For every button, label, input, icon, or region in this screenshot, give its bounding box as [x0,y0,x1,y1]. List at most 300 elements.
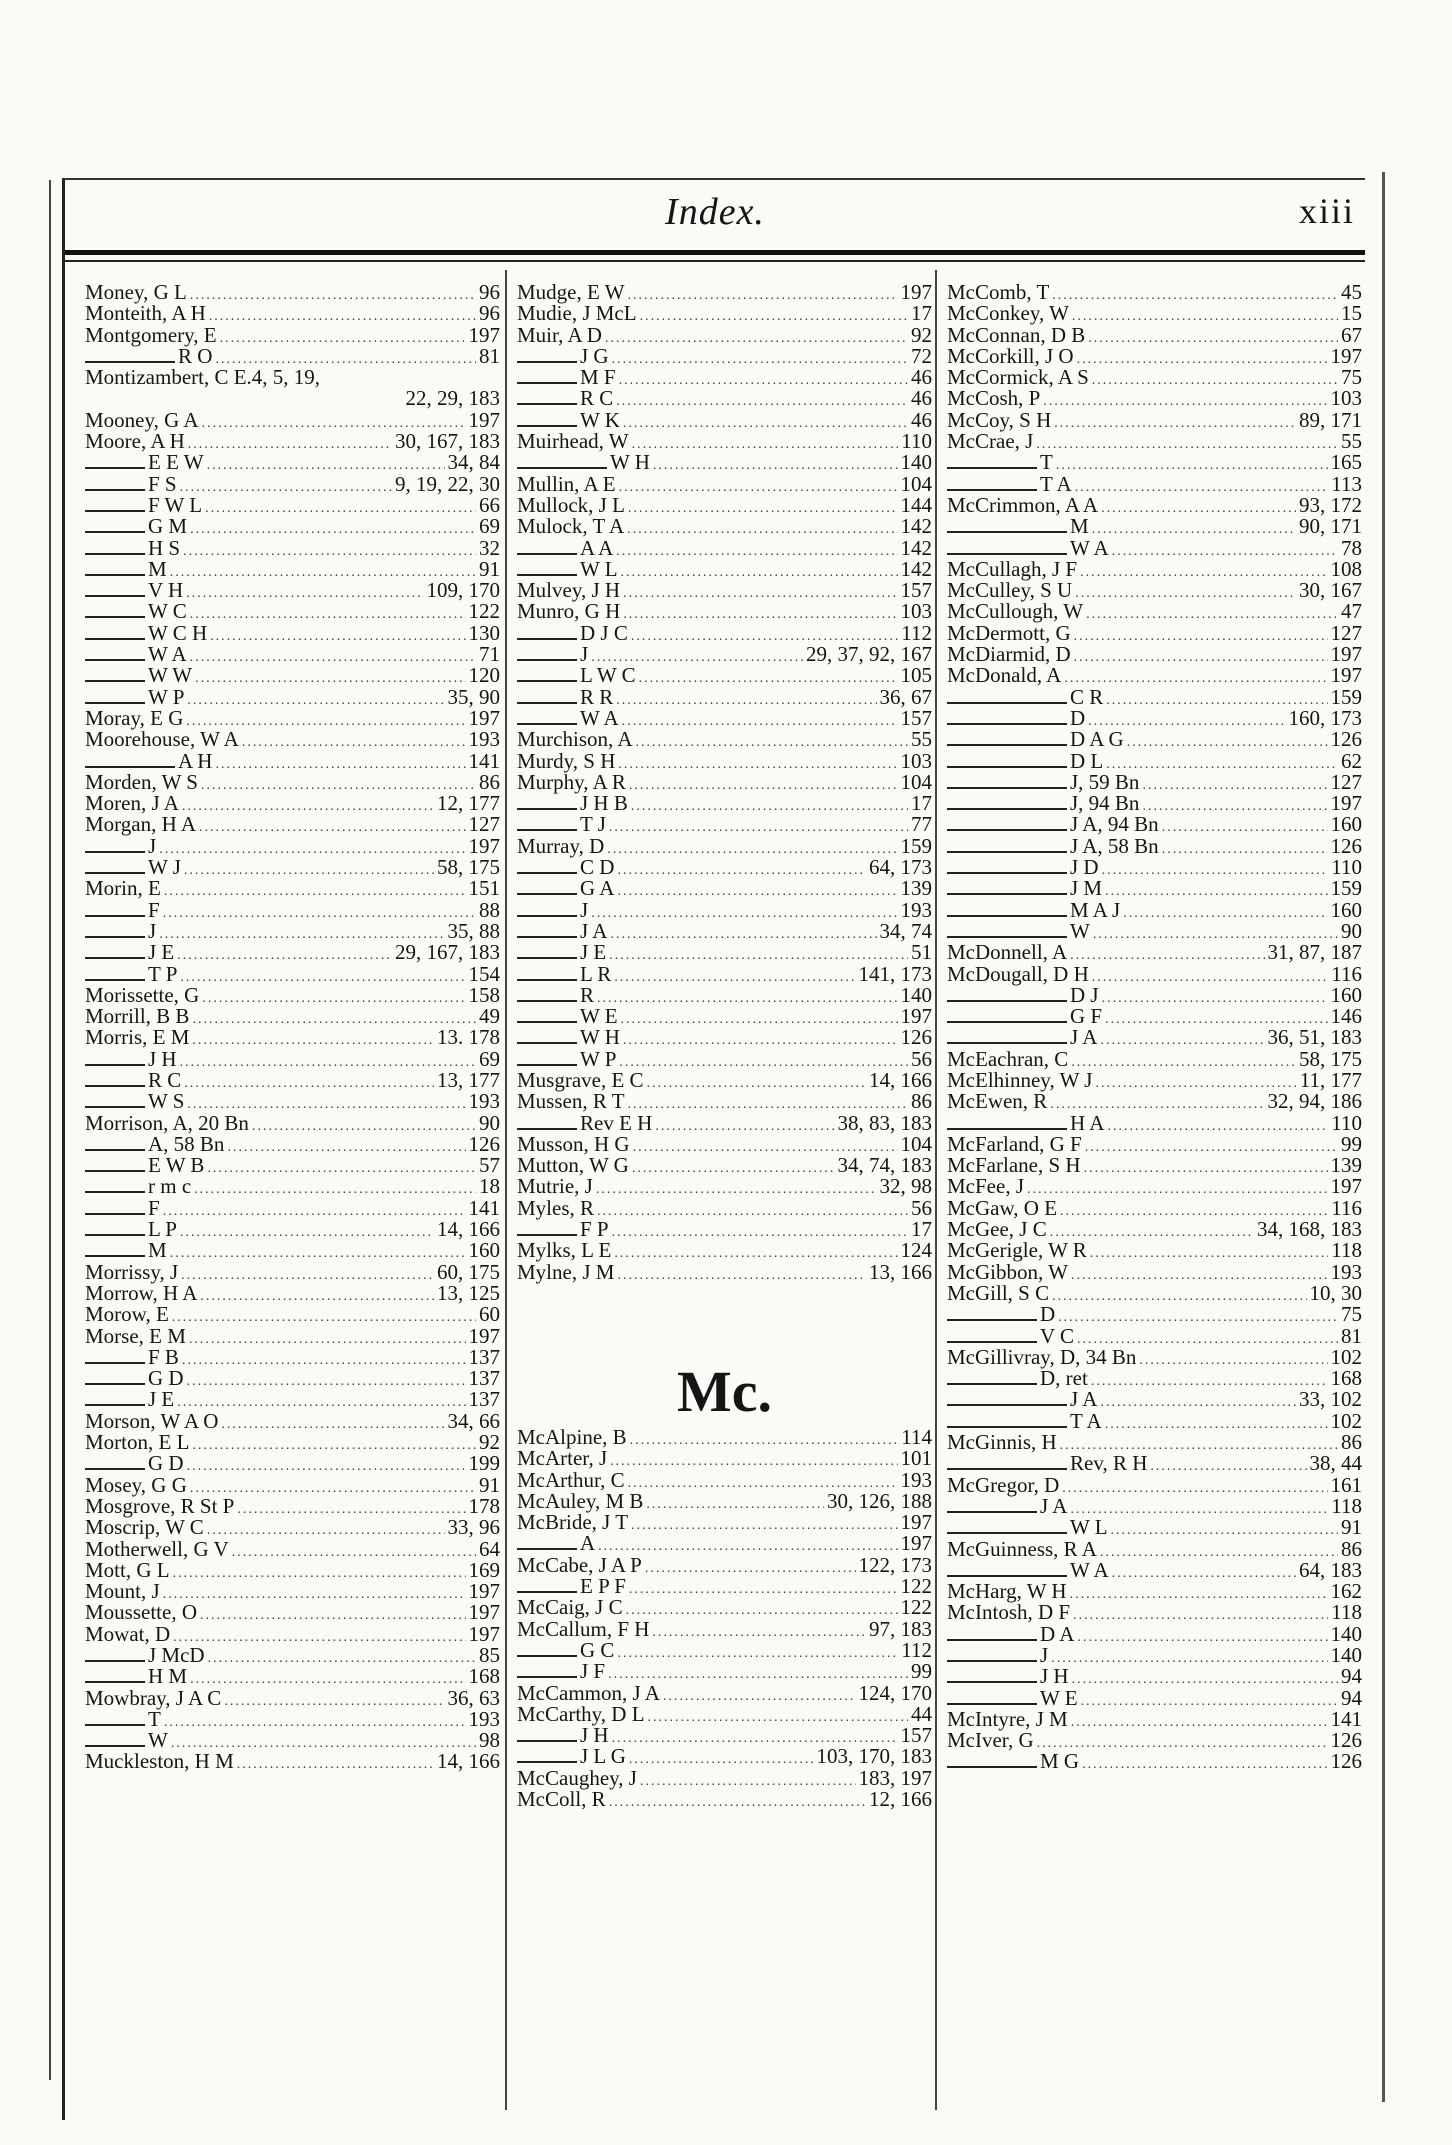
entry-name: A, 58 Bn [148,1131,225,1156]
entry-name: J A [580,918,608,943]
dot-leader [1062,1478,1327,1499]
dot-leader [190,285,476,306]
ditto-dash [517,808,577,810]
entry-pages: 122 [900,1595,932,1620]
entry-pages: 101 [900,1446,932,1471]
index-entry [85,601,500,622]
dot-leader [1070,1499,1328,1520]
index-entry [85,1536,500,1561]
entry-name: Money, G L [85,280,187,304]
entry-pages: 122, 173 [858,1552,932,1577]
entry-name: W A [1070,1557,1109,1582]
dot-leader [1052,285,1338,306]
entry-pages: 126 [468,1131,500,1156]
dot-leader [652,1622,866,1643]
entry-name: McDonald, A [947,663,1062,688]
entry-pages: 141 [468,1195,500,1220]
entry-pages: 46 [911,386,932,411]
entry-pages: 126 [1330,833,1362,858]
dot-leader [210,626,465,647]
dot-leader [616,541,897,562]
dot-leader [647,1073,866,1094]
entry-name: Moray, E G [85,705,184,730]
ditto-dash [947,1000,1067,1002]
index-entry [947,516,1362,537]
ditto-dash [85,1234,145,1236]
ditto-dash [85,1660,145,1662]
dot-leader [186,583,423,604]
index-entry [517,492,932,517]
entry-pages: 72 [911,343,932,368]
dot-leader [182,1350,466,1371]
index-entry [85,982,500,1007]
entry-name: J H [580,1723,609,1748]
dot-leader [1080,562,1327,583]
dot-leader [164,881,466,902]
entry-name: M [1070,514,1089,539]
ditto-dash [947,1319,1037,1321]
entry-pages: 99 [1341,1131,1362,1156]
dot-leader [1162,817,1328,838]
dot-leader [626,1600,898,1621]
index-entry [947,620,1362,645]
dot-leader [163,1201,466,1222]
dot-leader [1105,1414,1328,1435]
index-entry [947,1751,1362,1772]
index-entry [85,1517,500,1538]
dot-leader [1100,1392,1296,1413]
entry-name: J L G [580,1744,626,1769]
entry-name: D J [1070,982,1099,1007]
entry-name: R O [178,343,213,368]
entry-name: H M [148,1664,188,1689]
ditto-dash [517,1000,577,1002]
ditto-dash [85,1383,145,1385]
entry-name: McFee, J [947,1174,1024,1199]
index-entry [947,1067,1362,1092]
entry-name: J A [1070,1025,1098,1050]
dot-leader [629,1579,898,1600]
index-entry [947,1666,1362,1687]
entry-pages: 165 [1330,450,1362,475]
ditto-dash [85,1149,145,1151]
index-entry [85,1344,500,1369]
index-entry [517,1661,932,1682]
dot-leader [192,1009,476,1030]
index-entry [517,1512,932,1533]
entry-name: Morissette, G [85,982,200,1007]
index-entry [85,1408,500,1433]
entry-pages: 67 [1341,322,1362,347]
entry-pages: 9, 19, 22, 30 [395,471,500,496]
index-entry [517,1789,932,1810]
ditto-dash [85,1745,145,1747]
entry-pages: 91 [479,556,500,581]
ditto-dash [947,1660,1037,1662]
dot-leader [208,1648,476,1669]
dot-leader [1139,1350,1327,1371]
index-entry [517,1155,932,1176]
dot-leader [616,690,876,711]
index-entry [947,1493,1362,1518]
entry-pages: 157 [900,1723,932,1748]
index-entry [85,1046,500,1071]
dot-leader [1105,881,1327,902]
entry-pages: 46 [911,407,932,432]
ditto-dash [85,553,145,555]
entry-pages: 29, 37, 92, 167 [806,642,932,667]
entry-pages: 94 [1341,1664,1362,1689]
entry-name: G M [148,514,188,539]
dot-leader [1100,1030,1264,1051]
entry-name: Mylks, L E [517,1238,612,1263]
index-entry [947,665,1362,686]
index-entry [517,556,932,581]
ditto-dash [947,1042,1067,1044]
entry-name: Morin, E [85,876,161,901]
entry-pages: 46 [911,365,932,390]
ditto-dash [517,553,577,555]
dot-leader [180,1222,434,1243]
entry-pages: 55 [911,727,932,752]
index-entry [947,961,1362,986]
ditto-dash [947,936,1067,938]
entry-name: T J [580,812,606,837]
page-title: Index. [665,191,765,233]
index-entry [947,1602,1362,1623]
entry-name: L P [148,1217,177,1242]
entry-pages: 126 [1330,727,1362,752]
dot-leader [621,562,898,583]
entry-pages: 120 [468,663,500,688]
dot-leader [630,1430,899,1451]
ditto-dash [517,893,577,895]
entry-pages: 34, 74 [879,918,932,943]
index-entry [947,1131,1362,1156]
ditto-dash [517,1021,577,1023]
ditto-dash [85,467,145,469]
entry-pages: 91 [1341,1515,1362,1540]
dot-leader [180,1052,476,1073]
dot-leader [617,881,897,902]
entry-pages: 86 [479,769,500,794]
index-entry [947,1006,1362,1027]
index-entry [517,1448,932,1469]
entry-name: W A [1070,535,1109,560]
dot-leader [173,1627,465,1648]
index-entry [85,580,500,601]
index-entry [517,942,932,963]
header-rule-thin [65,260,1365,262]
ditto-dash [85,574,145,576]
index-entry [947,1155,1362,1176]
entry-name: Mulvey, J H [517,578,621,603]
dot-leader [184,1073,434,1094]
index-entry [947,492,1362,517]
entry-pages: 116 [1331,1195,1362,1220]
entry-name: Muckleston, H M [85,1749,234,1774]
entry-name: Mowat, D [85,1621,171,1646]
index-entry [947,1645,1362,1666]
entry-pages: 146 [1330,1004,1362,1029]
entry-name: W S [148,1089,185,1114]
entry-name: L R [580,961,612,986]
ditto-dash [947,467,1037,469]
index-entry [85,878,500,899]
entry-name: M [148,1238,167,1263]
ditto-dash [517,1128,577,1130]
index-entry [517,322,932,347]
dot-leader [232,1542,476,1563]
index-entry [517,407,932,432]
entry-pages: 105 [900,663,932,688]
ditto-dash [85,1404,145,1406]
dot-leader [1052,1286,1306,1307]
index-entry [517,1467,932,1492]
entry-name: M [148,556,167,581]
ditto-dash [85,1362,145,1364]
index-entry [947,982,1362,1007]
index-entry [85,282,500,303]
dot-leader [1091,1371,1328,1392]
entry-name: Mount, J [85,1579,160,1604]
entry-pages: 90 [479,1110,500,1135]
index-entry [517,1176,932,1197]
index-entry [947,322,1362,347]
entry-pages: 122 [468,599,500,624]
dot-leader [607,839,897,860]
dot-leader [1075,477,1329,498]
ditto-dash [517,936,577,938]
index-entry [85,961,500,986]
dot-leader [655,1116,834,1137]
dot-leader [192,1435,476,1456]
entry-name: Morton, E L [85,1430,190,1455]
index-entry [947,1219,1362,1240]
ditto-dash [947,766,1067,768]
ditto-dash [947,1341,1037,1343]
entry-name: R [580,982,595,1007]
index-entry [517,282,932,303]
entry-pages: 122 [900,1574,932,1599]
entry-pages: 33, 102 [1299,1387,1362,1412]
entry-pages: 160, 173 [1288,705,1362,730]
entry-pages: 140 [900,982,932,1007]
dot-leader [609,1792,866,1813]
entry-name: Montgomery, E [85,322,217,347]
entry-name: McIntosh, D F [947,1600,1071,1625]
index-entry [517,878,932,899]
entry-name: McCrae, J [947,429,1034,454]
index-entry [85,1368,500,1389]
dot-leader [1082,1754,1327,1775]
entry-name: Mutton, W G [517,1153,629,1178]
entry-name: McDonnell, A [947,940,1068,965]
ditto-dash [517,1234,577,1236]
index-entry [947,1408,1362,1433]
entry-name: Mowbray, J A C [85,1685,222,1710]
entry-name: J A, 58 Bn [1070,833,1159,858]
index-entry [85,1389,500,1410]
index-entry [947,1091,1362,1112]
entry-pages: 127 [1330,769,1362,794]
entry-name: McGerigle, W R [947,1238,1087,1263]
entry-pages: 102 [1330,1408,1362,1433]
index-entry [947,1621,1362,1646]
index-entry [517,1765,932,1790]
ditto-dash [85,979,145,981]
entry-name: McDougall, D H [947,961,1089,986]
dot-leader [237,1499,465,1520]
ditto-dash [947,744,1067,746]
index-entry [517,1131,932,1156]
entry-pages: 141, 173 [858,961,932,986]
index-entry [85,620,500,645]
dot-leader [629,1749,814,1770]
entry-pages: 103 [900,748,932,773]
entry-pages: 197 [900,280,932,304]
entry-name: G A [580,876,615,901]
ditto-dash [947,1021,1067,1023]
dot-leader [619,370,908,391]
entry-name: McCullagh, J F [947,556,1078,581]
entry-name: McAuley, M B [517,1488,644,1513]
ditto-dash [947,1468,1067,1470]
dot-leader [192,1030,434,1051]
index-entry [947,471,1362,496]
entry-pages: 124 [900,1238,932,1263]
index-entry [85,793,500,814]
entry-name: Moscrip, W C [85,1515,204,1540]
entry-name: H S [148,535,181,560]
index-entry [517,1067,932,1092]
entry-name: Mudie, J McL [517,301,637,326]
entry-pages: 160 [1330,897,1362,922]
entry-name: Moorehouse, W A [85,727,239,752]
dot-leader [195,668,465,689]
entry-name: McGee, J C [947,1217,1047,1242]
dot-leader [1085,1137,1338,1158]
entry-pages: 193 [900,897,932,922]
index-entry [85,814,500,835]
entry-pages: 17 [911,791,932,816]
dot-leader [623,583,897,604]
dot-leader [1084,1158,1328,1179]
entry-pages: 13, 125 [437,1280,500,1305]
index-entry [85,644,500,665]
entry-pages: 141 [468,748,500,773]
entry-pages: 140 [1330,1643,1362,1667]
index-entry [85,918,500,943]
dot-leader [1127,732,1328,753]
entry-name: J H [148,1046,177,1071]
entry-pages: 88 [479,897,500,922]
entry-pages: 193 [900,1467,932,1492]
ditto-dash [947,1426,1067,1428]
dot-leader [1092,967,1329,988]
entry-pages: 49 [479,1004,500,1029]
dot-leader [632,434,899,455]
ditto-dash [947,1703,1037,1705]
dot-leader [614,1243,897,1264]
ditto-dash [85,702,145,704]
entry-pages: 34, 168, 183 [1257,1217,1362,1242]
entry-pages: 193 [468,1706,500,1731]
entry-pages: 30, 126, 188 [827,1488,932,1513]
ditto-dash [517,1761,577,1763]
entry-pages: 109, 170 [426,578,500,603]
entry-pages: 75 [1341,365,1362,390]
entry-pages: 86 [911,1089,932,1114]
entry-pages: 124, 170 [858,1680,932,1705]
index-entry [947,1557,1362,1582]
entry-pages: 141 [1330,1706,1362,1731]
index-entry [947,1344,1362,1369]
entry-pages: 78 [1341,535,1362,560]
entry-pages: 197 [468,705,500,730]
entry-name: D L [1070,748,1104,773]
ditto-dash [517,1676,577,1678]
entry-pages: 197 [468,1579,500,1604]
entry-name: F W L [148,492,203,517]
index-entry [517,1091,932,1112]
dot-leader [617,860,866,881]
entry-name: McDiarmid, D [947,642,1071,667]
index-entry [85,1706,500,1731]
index-entry [947,857,1362,878]
index-entry [947,580,1362,601]
section-heading: Mc. [677,1358,772,1424]
entry-pages: 197 [1330,642,1362,667]
entry-name: W J [148,855,181,880]
dot-leader [187,690,444,711]
entry-name: W C H [148,620,208,645]
index-entry [85,1645,500,1666]
entry-name: L W C [580,663,636,688]
ditto-dash [947,489,1037,491]
ditto-dash [517,382,577,384]
dot-leader [189,1329,466,1350]
dot-leader [631,796,908,817]
index-entry [517,1576,932,1597]
entry-pages: 14, 166 [869,1067,932,1092]
dot-leader [618,754,897,775]
entry-name: Rev E H [580,1110,653,1135]
index-entry [85,833,500,858]
index-entry [947,343,1362,368]
entry-name: J McD [148,1643,205,1667]
dot-leader [1074,647,1328,668]
entry-pages: 35, 90 [447,684,500,709]
index-entry [947,1389,1362,1410]
index-entry [947,897,1362,922]
index-entry [947,793,1362,814]
entry-name: McColl, R [517,1787,606,1811]
entry-pages: 60, 175 [437,1259,500,1284]
dot-leader [639,668,898,689]
dot-leader [614,967,855,988]
entry-pages: 197 [900,1510,932,1535]
entry-name: Mott, G L [85,1557,170,1582]
dot-leader [640,306,908,327]
entry-name: W A [148,642,187,667]
entry-pages: 104 [900,769,932,794]
entry-name: McCallum, F H [517,1616,650,1641]
index-entry [517,1195,932,1220]
index-entry [85,1176,500,1197]
entry-name: Mudge, E W [517,280,625,304]
index-entry [85,857,500,878]
